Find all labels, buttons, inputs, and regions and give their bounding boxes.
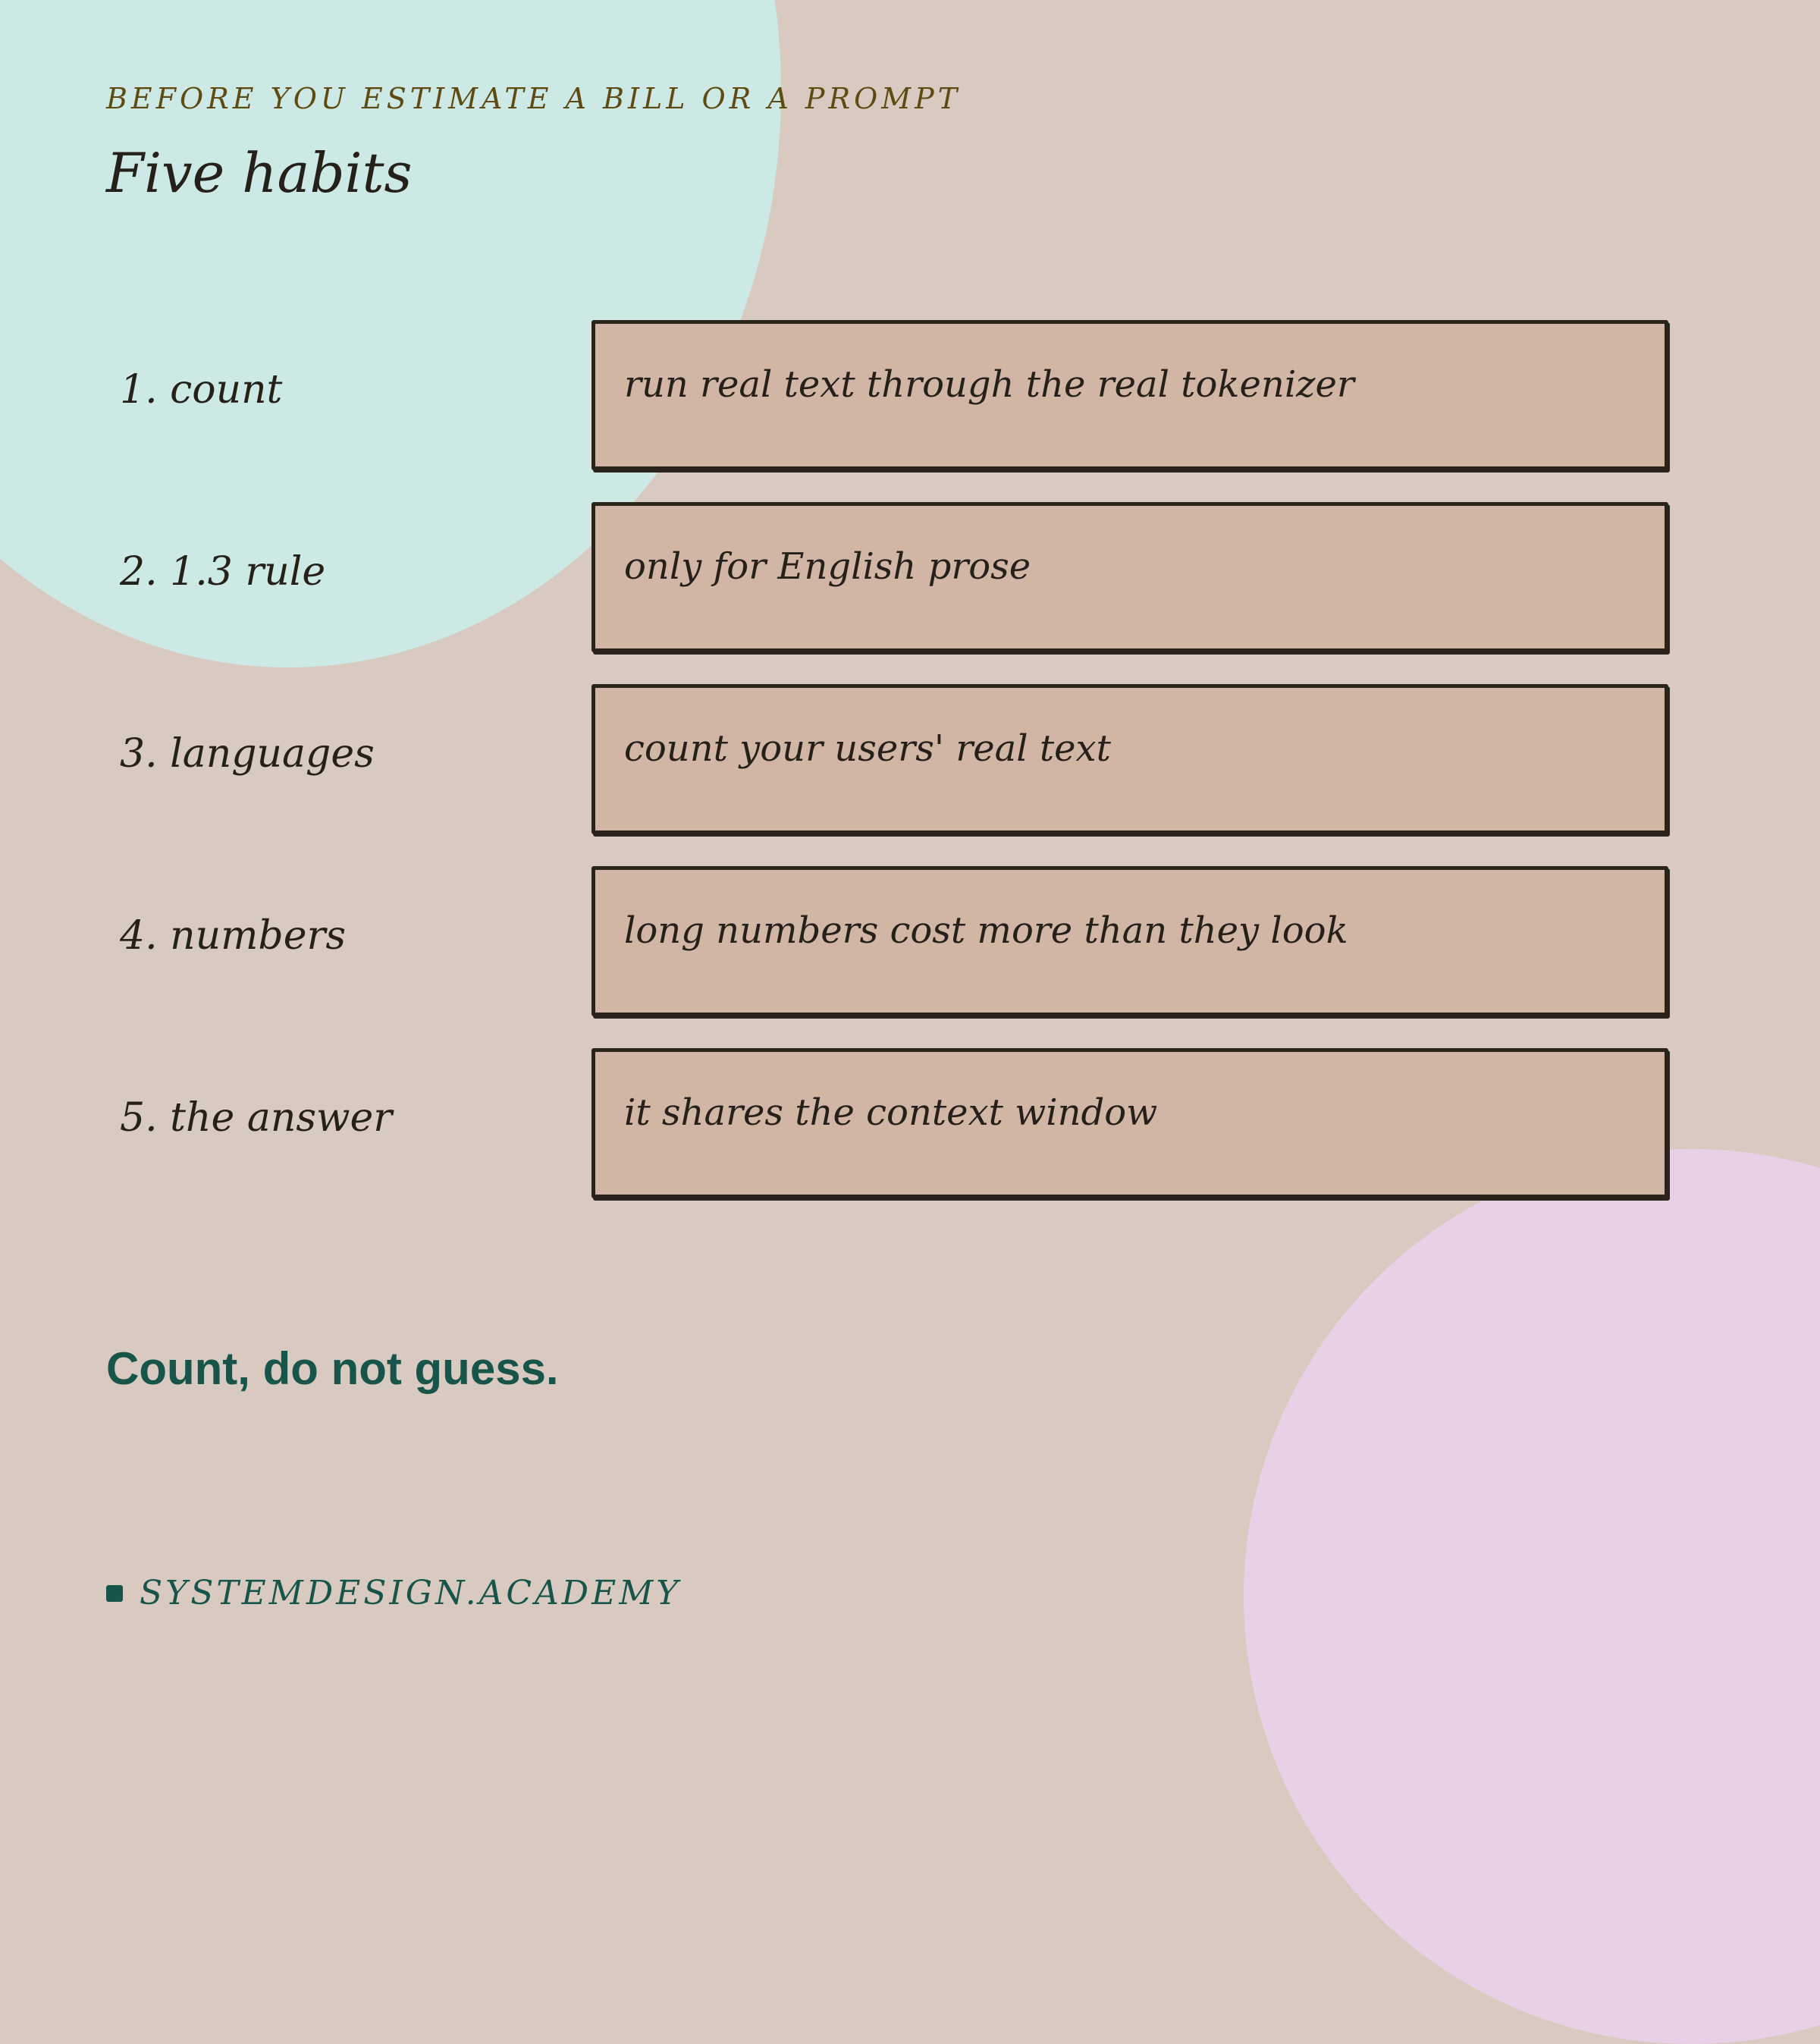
brand-name: SYSTEMDESIGN.ACADEMY (140, 1574, 682, 1612)
habit-label-rule: 2. 1.3 rule (120, 549, 326, 595)
lilac-background-shape (1244, 1149, 1820, 2044)
footer-brand (106, 1574, 681, 1612)
habit-text-answer: it shares the context window (624, 1091, 1158, 1134)
habit-text-count: run real text through the real tokenizer (624, 363, 1354, 406)
habit-text-languages: count your users' real text (624, 727, 1111, 770)
page-title: Five habits (106, 141, 413, 205)
habit-card-numbers (592, 866, 1668, 1016)
habit-card-count (592, 320, 1668, 470)
eyebrow-text: BEFORE YOU ESTIMATE A BILL OR A PROMPT (106, 82, 962, 115)
takeaway-text: Count, do not guess. (106, 1343, 559, 1394)
habit-card-rule (592, 502, 1668, 652)
habit-label-numbers: 4. numbers (120, 913, 347, 959)
habit-text-rule: only for English prose (624, 545, 1031, 588)
habit-card-languages (592, 684, 1668, 834)
habit-text-numbers: long numbers cost more than they look (624, 909, 1348, 952)
habit-label-languages: 3. languages (120, 731, 375, 777)
brand-square-icon (106, 1585, 123, 1602)
habit-card-answer (592, 1048, 1668, 1198)
habit-label-count: 1. count (120, 367, 283, 413)
habit-label-answer: 5. the answer (120, 1095, 393, 1141)
